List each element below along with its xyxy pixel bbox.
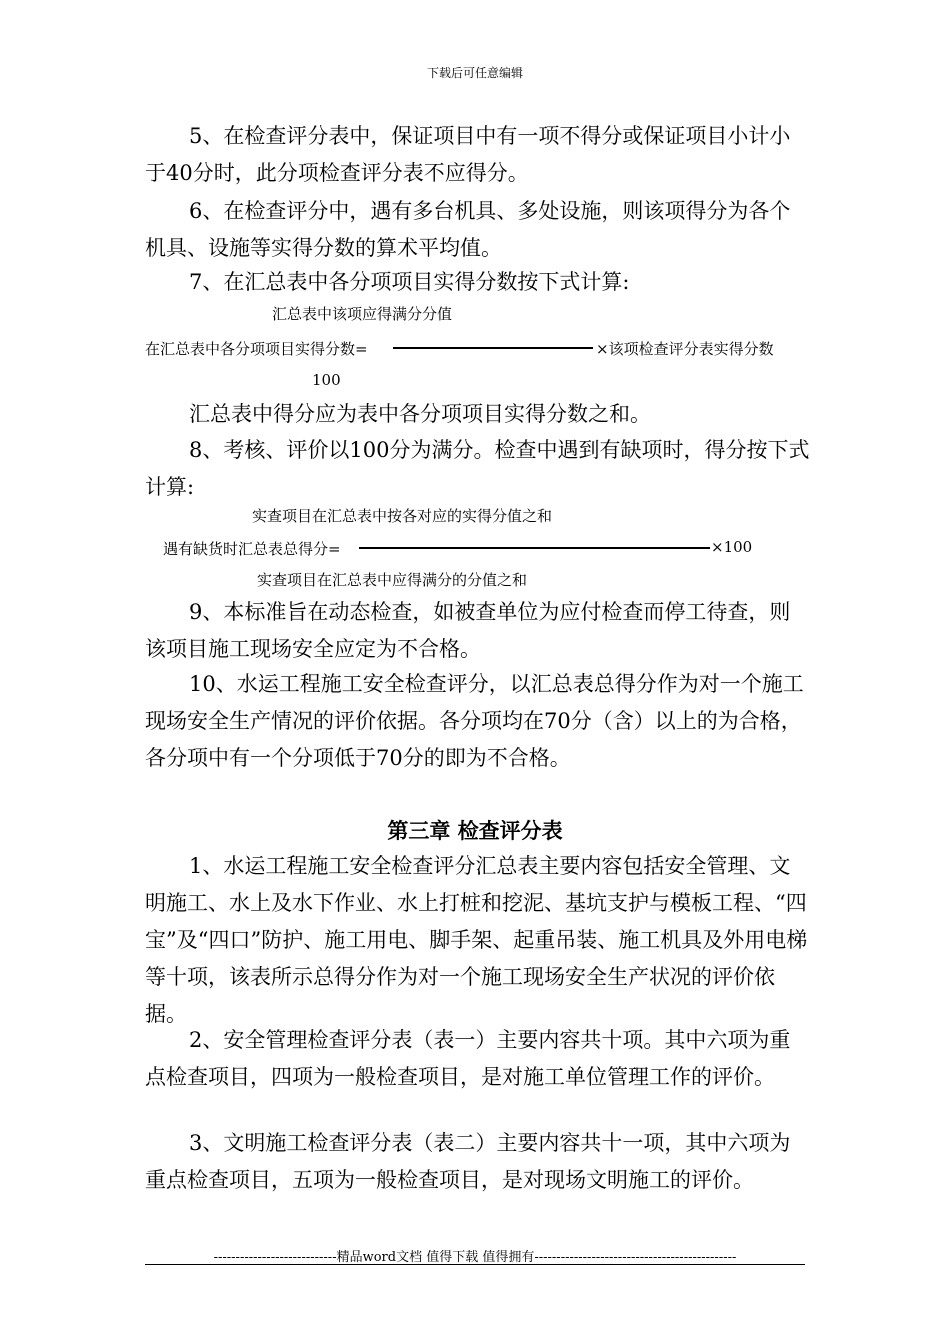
footer-rule xyxy=(145,1264,805,1265)
formula-1-lhs: 在汇总表中各分项项目实得分数= xyxy=(145,340,368,358)
formula-2-numerator: 实查项目在汇总表中按各对应的实得分值之和 xyxy=(252,507,553,525)
paragraph-7b: 汇总表中得分应为表中各分项项目实得分数之和。 xyxy=(189,402,651,426)
paragraph-7: 7、在汇总表中各分项项目实得分数按下式计算: xyxy=(189,270,630,294)
formula-2-fraction-line xyxy=(359,547,710,549)
formula-2-denominator: 实查项目在汇总表中应得满分的分值之和 xyxy=(257,571,528,589)
paragraph-10: 10、水运工程施工安全检查评分，以汇总表总得分作为对一个施工现场安全生产情况的评价依据。各分项均在70分（含）以上的为合格，各分项中有一个分项低于70分的即为不合格。 xyxy=(145,672,804,770)
formula-1-numerator: 汇总表中该项应得满分分值 xyxy=(272,305,453,323)
formula-1-fraction-line xyxy=(393,347,593,349)
paragraph-6: 6、在检查评分中，遇有多台机具、多处设施，则该项得分为各个机具、设施等实得分数的算术平均值。 xyxy=(145,199,791,260)
paragraph-8: 8、考核、评价以100分为满分。检查中遇到有缺项时，得分按下式计算: xyxy=(145,438,810,499)
chapter-title: 第三章 检查评分表 xyxy=(387,819,563,843)
page-header: 下载后可任意编辑 xyxy=(426,66,523,80)
formula-1-denominator: 100 xyxy=(312,371,341,389)
chapter-paragraph-3: 3、文明施工检查评分表（表二）主要内容共十一项，其中六项为重点检查项目，五项为一般检查项目，是对现场文明施工的评价。 xyxy=(145,1131,791,1192)
chapter-paragraph-1: 1、水运工程施工安全检查评分汇总表主要内容包括安全管理、文明施工、水上及水下作业、水上打桩和挖泥、基坑支护与模板工程、“四宝”及“四口”防护、施工用电、脚手架、起重吊装、施工机具及外用电梯等十项，该表所示总得分作为对一个施工现场安全生产状况的评价依据。 xyxy=(145,854,808,1026)
page-footer: ----------------------------精品word文档 值得下载 值得拥有---------------------------------------------- xyxy=(213,1250,737,1265)
formula-2-lhs: 遇有缺货时汇总表总得分= xyxy=(163,540,341,558)
paragraph-5: 5、在检查评分表中，保证项目中有一项不得分或保证项目小计小于40分时，此分项检查评分表不应得分。 xyxy=(145,124,791,185)
paragraph-9: 9、本标准旨在动态检查，如被查单位为应付检查而停工待查，则该项目施工现场安全应定为不合格。 xyxy=(145,600,791,661)
chapter-paragraph-2: 2、安全管理检查评分表（表一）主要内容共十项。其中六项为重点检查项目，四项为一般检查项目，是对施工单位管理工作的评价。 xyxy=(145,1028,791,1089)
formula-2-rhs: ×100 xyxy=(711,538,753,556)
formula-1-rhs: ×该项检查评分表实得分数 xyxy=(596,340,774,358)
